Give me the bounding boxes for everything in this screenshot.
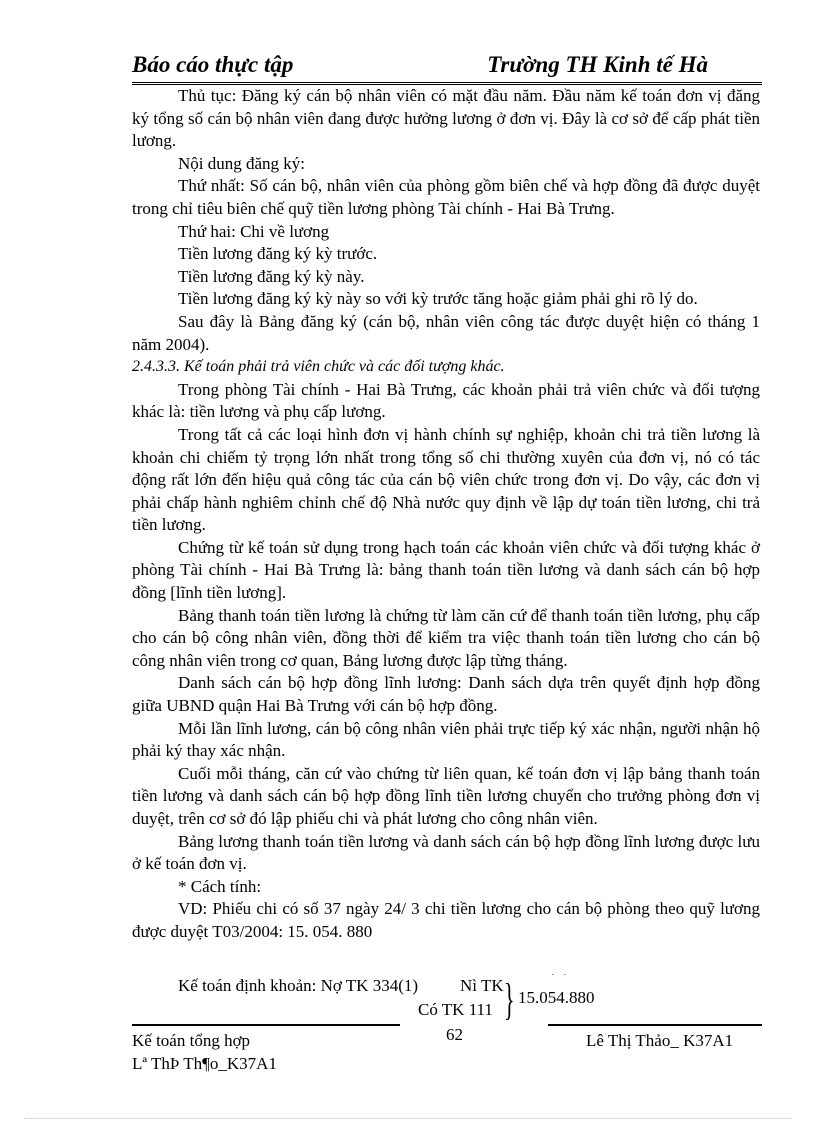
document-body xyxy=(132,85,760,944)
accounting-entry xyxy=(132,968,762,1028)
paragraph: Bảng lương thanh toán tiền lương và danh sách cán bộ hợp đồng lĩnh lương được lưu ở kế toán đơn vị. xyxy=(132,831,760,874)
footer-left-title: Kế toán tổng hợp xyxy=(132,1031,251,1050)
debit-line: Kế toán định khoản: Nợ TK 334(1) xyxy=(178,976,419,995)
section-heading: 2.4.3.3. Kế toán phải trả viên chức và các đối tượng khác. xyxy=(132,358,505,376)
header-report-title: Báo cáo thực tập xyxy=(132,52,294,77)
paragraph: Cuối mỗi tháng, căn cứ vào chứng từ liên quan, kế toán đơn vị lập bảng thanh toán tiền lương và danh sách cán bộ hợp đồng lĩnh tiền lương chuyển cho trưởng phòng đơn vị duyệt, trên cơ sở đó lập phiếu chi và phát lương cho công nhân viên. xyxy=(132,763,760,828)
header-school-name: Trường TH Kinh tế Hà xyxy=(487,52,708,77)
footer-rule-right xyxy=(548,1024,762,1026)
paragraph: Trong tất cả các loại hình đơn vị hành chính sự nghiệp, khoản chi trả tiền lương là khoản chi chiếm tỷ trọng lớn nhất trong tổng số chi thường xuyên của đơn vị, nó có tác động rất lớn đến hiệu quả công tác của cán bộ viên chức trong đơn vị. Do vậy, các đơn vị phải chấp hành nghiêm chỉnh chế độ Nhà nước quy định về lập dự toán tiền lương, chi trả tiền lương. xyxy=(132,424,760,535)
paragraph: Thứ hai: Chi về lương xyxy=(178,221,330,241)
paragraph: Tiền lương đăng ký kỳ này. xyxy=(178,266,365,286)
paragraph: Tiền lương đăng ký kỳ trước. xyxy=(178,244,378,264)
paragraph: Mỗi lần lĩnh lương, cán bộ công nhân viên phải trực tiếp ký xác nhận, người nhận hộ phải ký thay xác nhận. xyxy=(132,718,760,761)
paragraph: Chứng từ kế toán sử dụng trong hạch toán các khoản viên chức và đối tượng khác ở phòng Tài chính - Hai Bà Trưng là: bảng thanh toán tiền lương và danh sách cán bộ hợp đồng [lĩnh tiền lương]. xyxy=(132,537,760,603)
paragraph: Thứ nhất: Số cán bộ, nhân viên của phòng gồm biên chế và hợp đồng đã được duyệt trong chỉ tiêu biên chế quỹ tiền lương phòng Tài chính - Hai Bà Trưng. xyxy=(132,176,760,218)
paragraph: Tiền lương đăng ký kỳ này so với kỳ trước tăng hoặc giảm phải ghi rõ lý do. xyxy=(178,289,698,309)
credit-line: Có TK 111 xyxy=(418,1000,493,1019)
page-header xyxy=(132,52,762,85)
page-edge-divider xyxy=(24,1118,792,1119)
paragraph: Nội dung đăng ký: xyxy=(178,153,306,173)
paragraph: Thủ tục: Đăng ký cán bộ nhân viên có mặt đầu năm. Đầu năm kế toán đơn vị đăng ký tổng số cán bộ nhân viên đang được hưởng lương ở đơn vị. Đây là cơ sở để cấp phát tiền lương. xyxy=(132,86,760,151)
debit-line-tail: Nì TK xyxy=(460,976,504,995)
page-number: 62 xyxy=(446,1025,463,1044)
paragraph: VD: Phiếu chi có số 37 ngày 24/ 3 chi tiền lương cho cán bộ phòng theo quỹ lương được duyệt T03/2004: 15. 054. 880 xyxy=(132,899,760,941)
paragraph: Trong phòng Tài chính - Hai Bà Trưng, các khoản phải trả viên chức và đối tượng khác là: tiền lương và phụ cấp lương. xyxy=(132,379,760,422)
entry-amount: 15.054.880 xyxy=(518,988,595,1007)
paragraph: * Cách tính: xyxy=(178,876,262,896)
stray-mark: . . xyxy=(552,968,570,977)
brace-icon: } xyxy=(504,975,515,1024)
paragraph: Bảng thanh toán tiền lương là chứng từ làm căn cứ để thanh toán tiền lương, phụ cấp cho cán bộ công nhân viên, đồng thời để kiểm tra việc thanh toán tiền lương cho cán bộ công nhân viên trong cơ quan, Bảng lương được lập từng tháng. xyxy=(132,605,760,670)
footer-left-author: Lª ThÞ Th¶o_K37A1 xyxy=(132,1054,277,1073)
footer-right-author: Lê Thị Thảo_ K37A1 xyxy=(586,1031,734,1050)
paragraph: Danh sách cán bộ hợp đồng lĩnh lương: Danh sách dựa trên quyết định hợp đồng giữa UBND quận Hai Bà Trưng với cán bộ hợp đồng. xyxy=(132,673,760,716)
paragraph: Sau đây là Bảng đăng ký (cán bộ, nhân viên công tác được duyệt hiện có tháng 1 năm 2004). xyxy=(132,311,760,354)
footer-rule-left xyxy=(132,1024,400,1026)
